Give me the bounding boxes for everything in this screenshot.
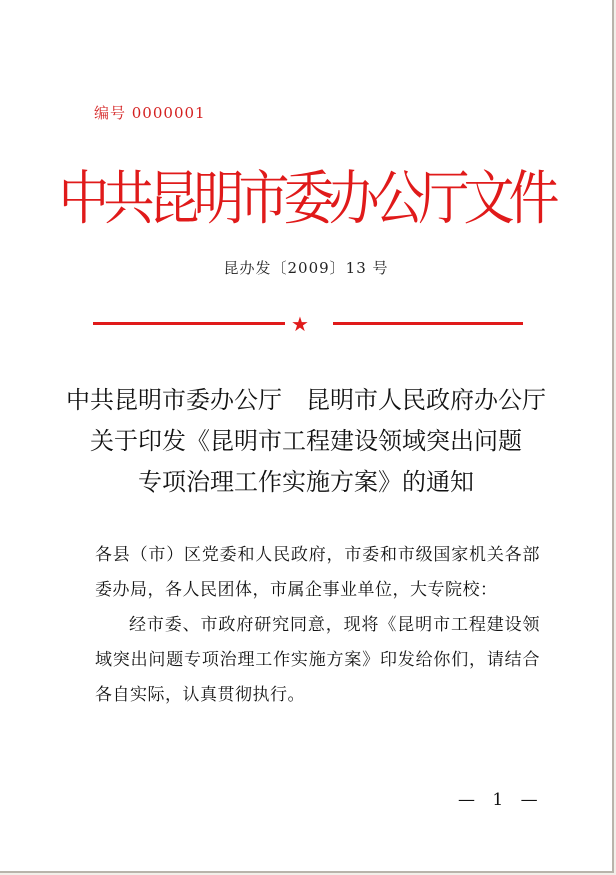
body-paragraph: 经市委、市政府研究同意，现将《昆明市工程建设领域突出问题专项治理工作实施方案》印发给你们，请结合各自实际，认真贯彻执行。 [95,615,540,705]
issue-number: 昆办发〔2009〕13 号 [223,259,389,277]
separator-line-left [93,322,285,325]
notice-title-line-1: 中共昆明市委办公厅 昆明市人民政府办公厅 [66,386,546,414]
notice-title-line-2: 关于印发《昆明市工程建设领域突出问题 [90,427,522,455]
recipients-paragraph: 各县（市）区党委和人民政府，市委和市级国家机关各部委办局，各人民团体，市属企事业单位，大专院校： [95,545,540,600]
notice-title [0,380,612,503]
page-number: — 1 — [458,790,544,810]
separator-line-right [333,322,523,325]
notice-title-line-3: 专项治理工作实施方案》的通知 [138,468,474,496]
document-masthead: 中共昆明市委办公厅文件 [58,165,554,234]
document-body [95,538,540,713]
document-serial-number: 编号 0000001 [94,104,206,122]
star-icon: ★ [291,312,309,336]
